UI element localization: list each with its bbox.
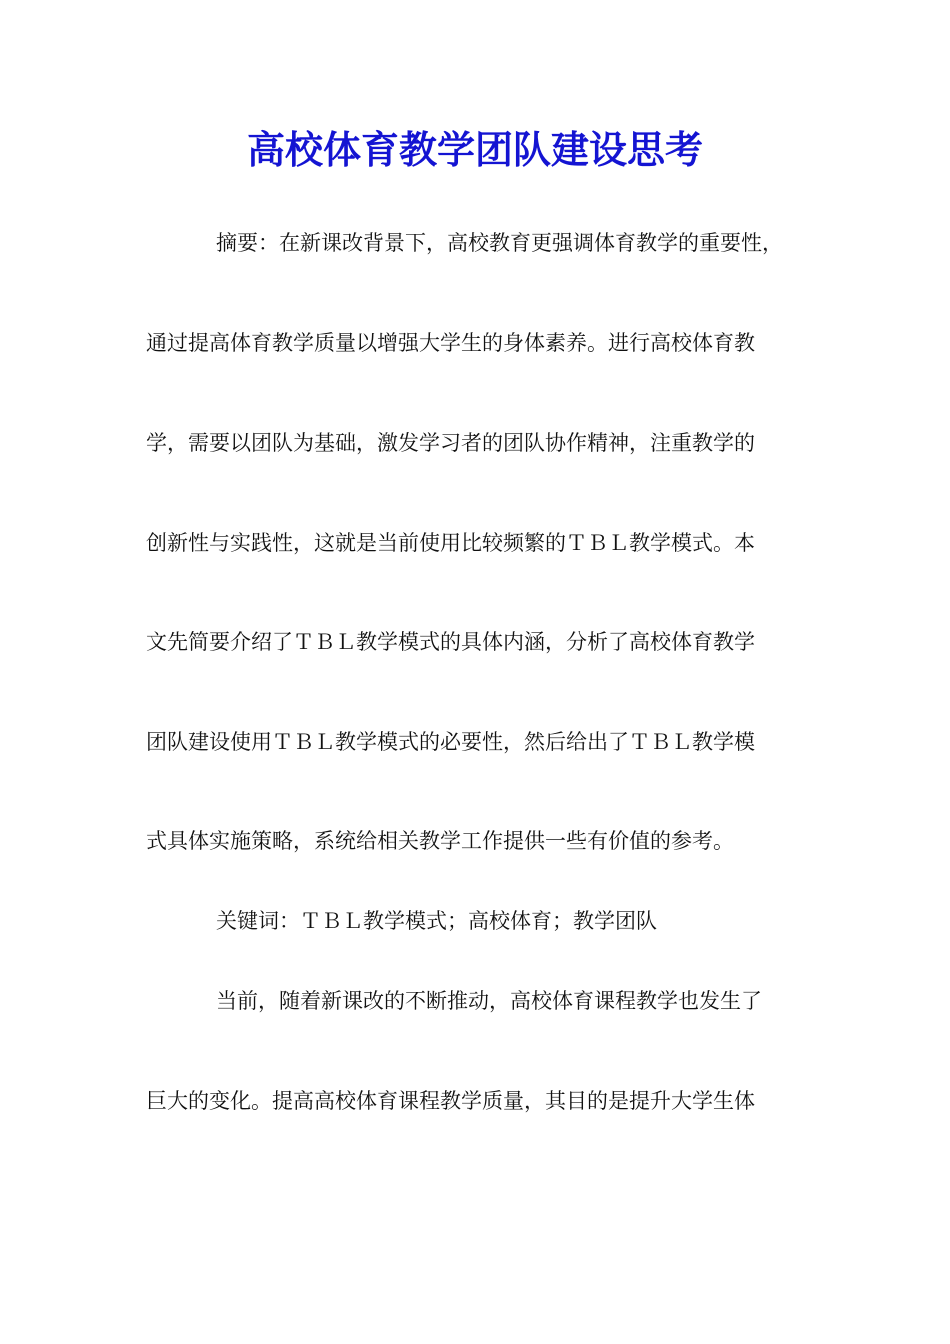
abstract-line-5: 文先简要介绍了ＴＢＬ教学模式的具体内涵，分析了高校体育教学 xyxy=(146,630,755,654)
abstract-line-2: 通过提高体育教学质量以增强大学生的身体素养。进行高校体育教 xyxy=(146,331,755,355)
abstract-line-1: 摘要：在新课改背景下，高校教育更强调体育教学的重要性， xyxy=(216,231,783,255)
abstract-line-7: 式具体实施策略，系统给相关教学工作提供一些有价值的参考。 xyxy=(146,829,734,853)
document-title: 高校体育教学团队建设思考 xyxy=(246,127,703,172)
keywords-line: 关键词：ＴＢＬ教学模式；高校体育；教学团队 xyxy=(216,909,657,933)
abstract-line-3: 学，需要以团队为基础，激发学习者的团队协作精神，注重教学的 xyxy=(146,431,755,455)
abstract-line-4: 创新性与实践性，这就是当前使用比较频繁的ＴＢＬ教学模式。本 xyxy=(146,531,755,555)
body-line-2: 巨大的变化。提高高校体育课程教学质量，其目的是提升大学生体 xyxy=(146,1089,755,1113)
body-line-1: 当前，随着新课改的不断推动，高校体育课程教学也发生了 xyxy=(216,989,762,1013)
abstract-line-6: 团队建设使用ＴＢＬ教学模式的必要性，然后给出了ＴＢＬ教学模 xyxy=(146,730,755,754)
